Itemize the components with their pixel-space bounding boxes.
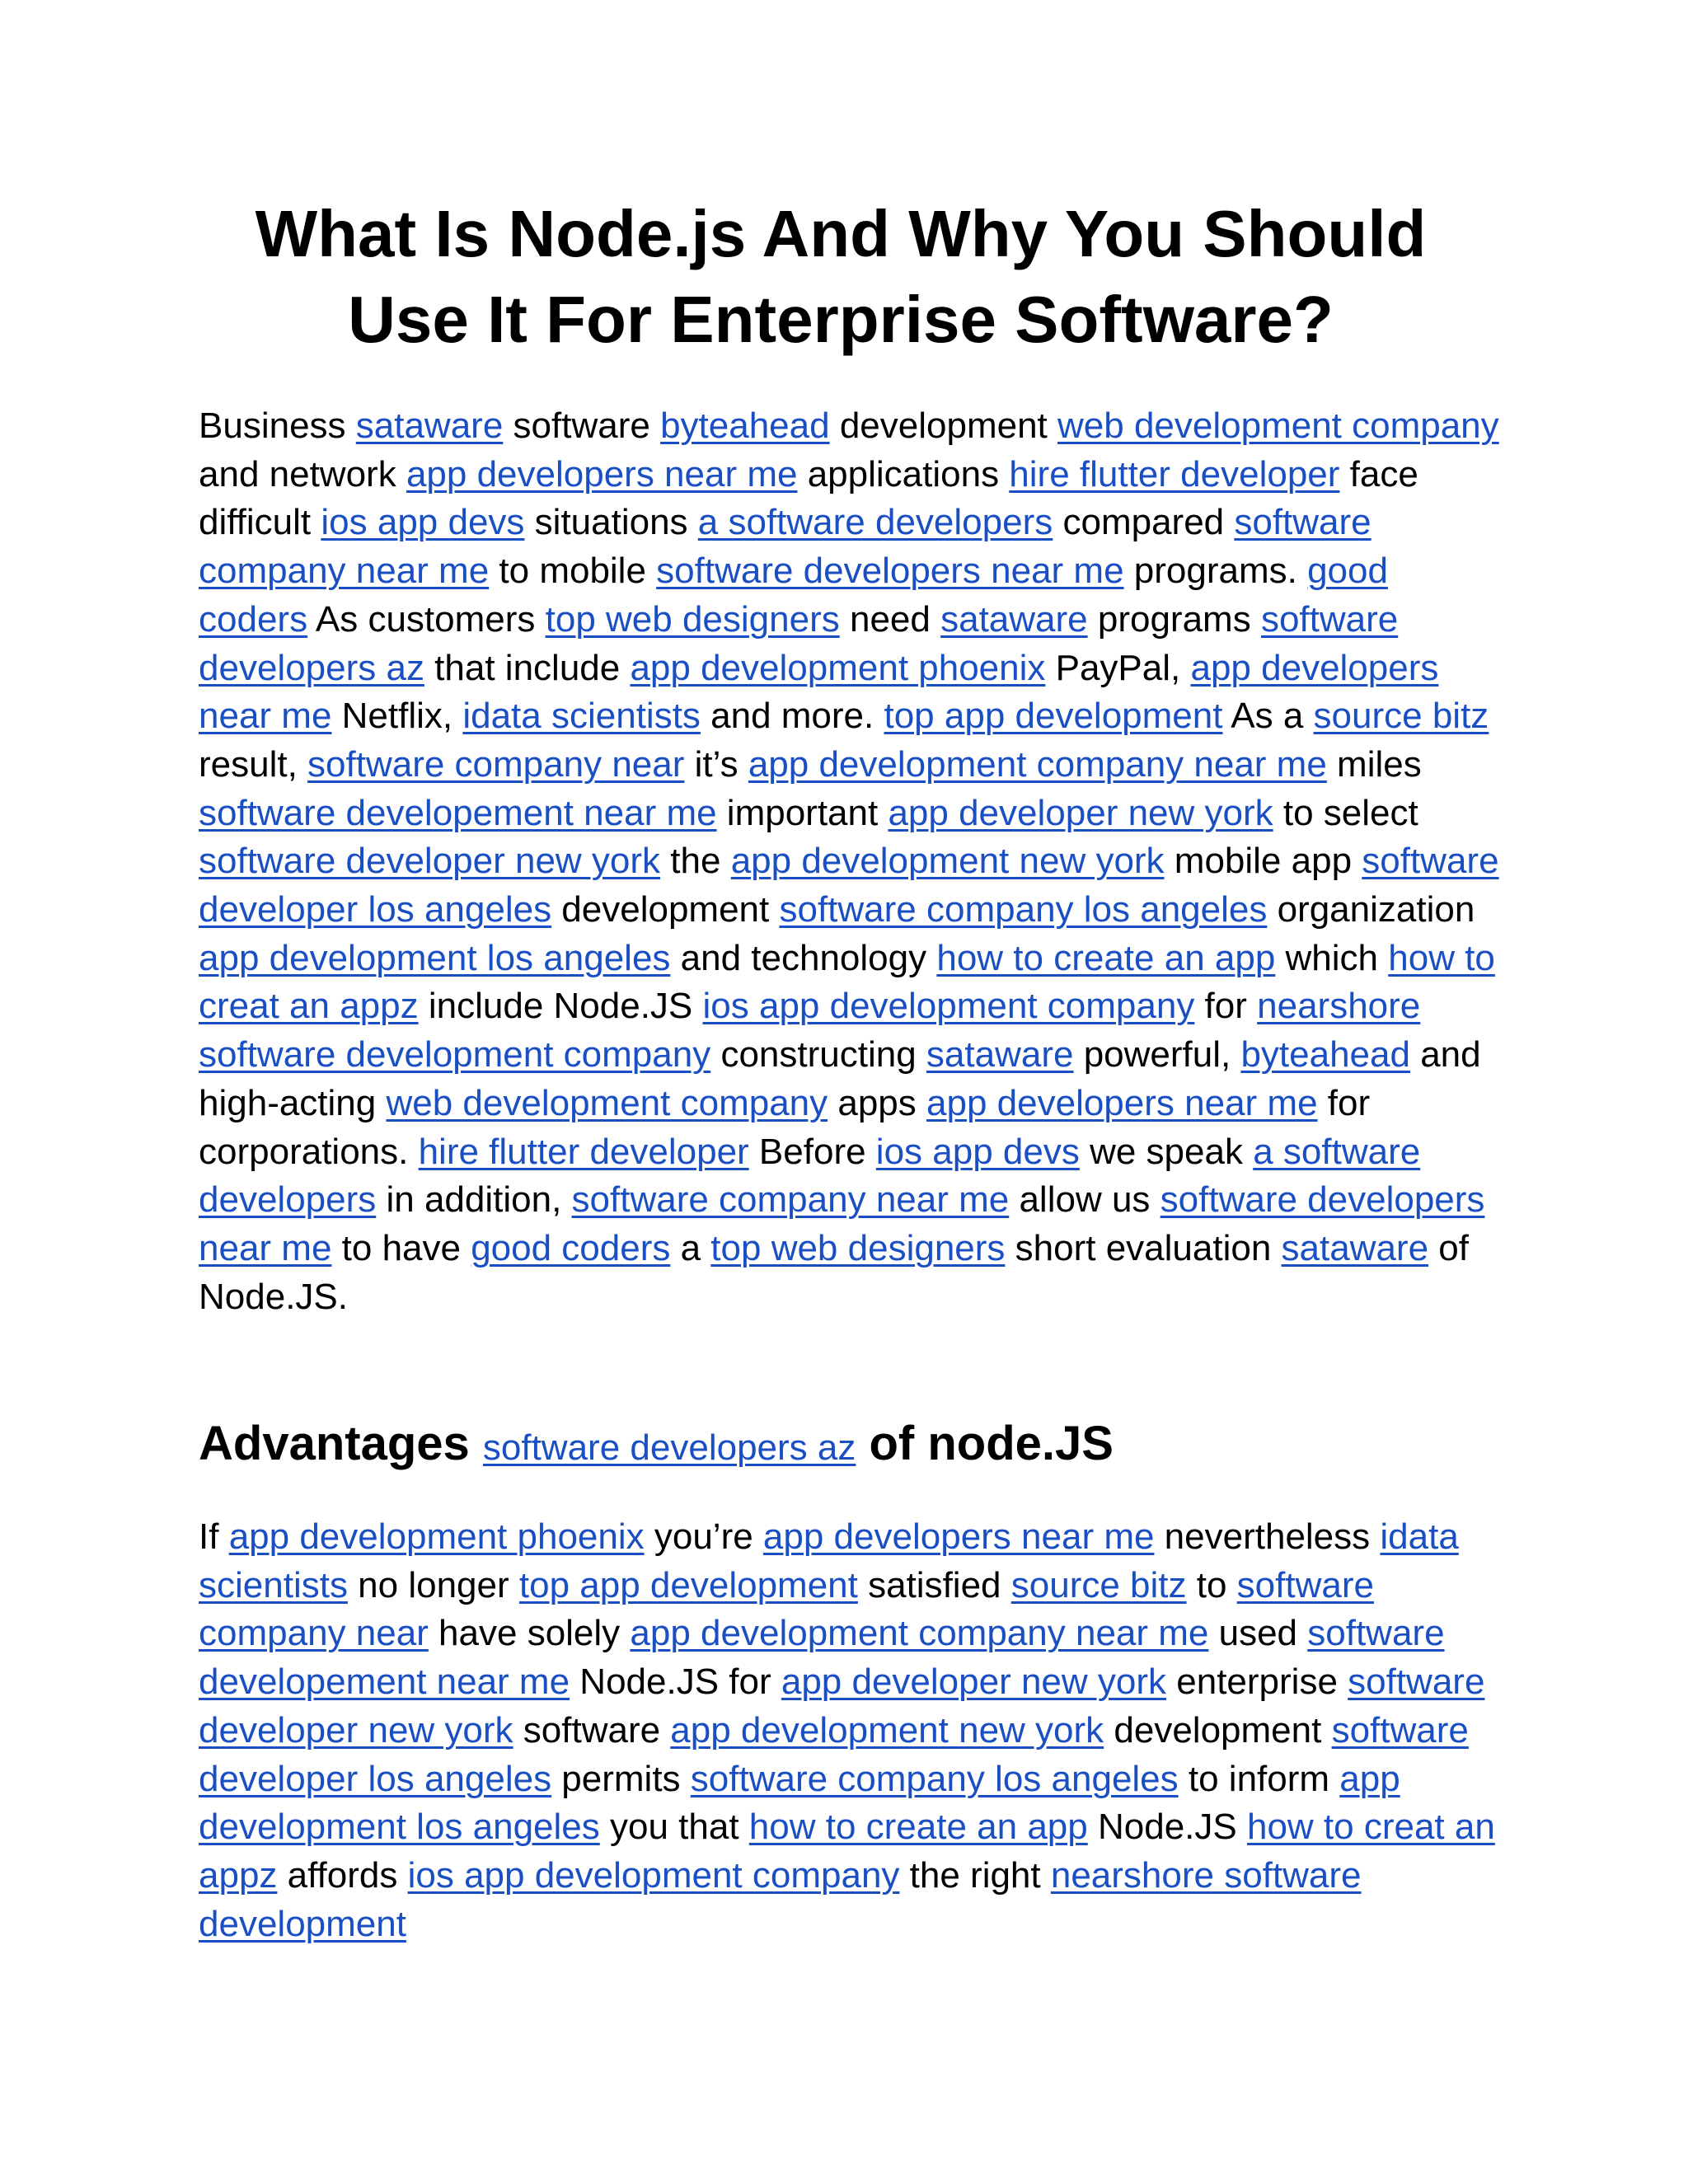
text-run: constructing: [710, 1034, 926, 1076]
inline-link[interactable]: ios app devs: [321, 502, 525, 543]
inline-link[interactable]: app development phoenix: [228, 1516, 645, 1557]
text-run: As a: [1222, 696, 1314, 737]
inline-link[interactable]: how to create an app: [936, 937, 1276, 978]
inline-link[interactable]: software developement near me: [199, 792, 717, 833]
inline-link[interactable]: how to creat an appz: [199, 1807, 1495, 1896]
text-run: to select: [1273, 792, 1418, 833]
inline-link[interactable]: app development company near me: [748, 743, 1327, 785]
inline-link[interactable]: nearshore software development company: [199, 986, 1421, 1076]
text-run: need: [839, 598, 941, 640]
text-run: and technology: [670, 937, 937, 978]
inline-link[interactable]: app developer new york: [888, 792, 1273, 833]
text-run: and more.: [700, 696, 884, 737]
inline-link[interactable]: nearshore software development: [199, 1854, 1362, 1944]
text-run: programs: [1087, 598, 1261, 640]
text-run: have solely: [428, 1613, 631, 1654]
text-run: satisfied: [857, 1564, 1011, 1605]
text-run: Netflix,: [331, 696, 463, 737]
inline-link[interactable]: sataware: [1281, 1227, 1429, 1268]
text-run: it’s: [684, 743, 748, 785]
inline-link[interactable]: app development new york: [670, 1709, 1104, 1750]
text-run: organization: [1267, 889, 1475, 930]
text-run: development: [829, 405, 1057, 446]
text-run: for: [1194, 986, 1258, 1027]
inline-link[interactable]: sataware: [940, 598, 1088, 640]
inline-link[interactable]: software company los angeles: [690, 1758, 1179, 1799]
inline-link[interactable]: app developers near me: [762, 1516, 1155, 1557]
inline-link[interactable]: software company near me: [571, 1179, 1010, 1221]
inline-link[interactable]: sataware: [355, 405, 504, 446]
text-run: PayPal,: [1045, 647, 1191, 688]
inline-link[interactable]: hire flutter developer: [418, 1131, 749, 1172]
inline-link[interactable]: web development company: [1057, 405, 1499, 446]
inline-link[interactable]: web development company: [386, 1082, 828, 1123]
inline-link[interactable]: a software developers: [697, 502, 1053, 543]
text-run: affords: [277, 1854, 408, 1896]
text-run: include Node.JS: [418, 986, 703, 1027]
text-run: short evaluation: [1005, 1227, 1282, 1268]
inline-link[interactable]: app developers near me: [926, 1082, 1318, 1123]
text-run: powerful,: [1073, 1034, 1241, 1076]
text-run: the: [660, 841, 731, 882]
text-run: Node.JS for: [570, 1661, 781, 1703]
inline-link[interactable]: ios app development company: [702, 986, 1195, 1027]
inline-link[interactable]: app developers near me: [406, 453, 798, 494]
text-run: Advantages: [199, 1417, 483, 1470]
text-run: Business: [199, 405, 356, 446]
text-run: nevertheless: [1154, 1516, 1381, 1557]
inline-link[interactable]: ios app devs: [875, 1131, 1080, 1172]
inline-link[interactable]: byteahead: [660, 405, 830, 446]
text-run: of Node.JS.: [199, 1227, 1469, 1317]
text-run: face difficult: [199, 453, 1418, 543]
inline-link[interactable]: top web designers: [545, 598, 840, 640]
inline-link[interactable]: idata scientists: [462, 696, 701, 737]
text-run: to inform: [1178, 1758, 1340, 1799]
inline-link[interactable]: app development los angeles: [199, 937, 671, 978]
inline-link[interactable]: app developers near me: [199, 647, 1439, 737]
inline-link[interactable]: top app development: [884, 696, 1223, 737]
text-run: situations: [524, 502, 698, 543]
advantages-paragraph: [199, 1513, 1501, 1948]
text-run: If: [199, 1516, 229, 1557]
advantages-heading: [199, 1411, 1484, 1481]
intro-paragraph: [199, 402, 1501, 1321]
inline-link[interactable]: software developer new york: [199, 1661, 1485, 1750]
text-run: As customers: [307, 598, 546, 640]
inline-link[interactable]: software company los angeles: [779, 889, 1268, 930]
text-run: software: [503, 405, 661, 446]
text-run: the right: [899, 1854, 1051, 1896]
text-run: mobile app: [1164, 841, 1362, 882]
text-run: permits: [551, 1758, 691, 1799]
inline-link[interactable]: sataware: [926, 1034, 1074, 1076]
text-run: development: [551, 889, 780, 930]
inline-link[interactable]: app development new york: [730, 841, 1165, 882]
text-run: compared: [1053, 502, 1235, 543]
text-run: allow us: [1009, 1179, 1160, 1221]
inline-link[interactable]: top web designers: [710, 1227, 1006, 1268]
inline-link[interactable]: app development phoenix: [630, 647, 1046, 688]
text-run: you’re: [644, 1516, 763, 1557]
inline-link[interactable]: source bitz: [1313, 696, 1489, 737]
inline-link[interactable]: source bitz: [1010, 1564, 1187, 1605]
text-run: in addition,: [376, 1179, 572, 1221]
inline-link[interactable]: top app development: [518, 1564, 858, 1605]
inline-link[interactable]: software company near: [307, 743, 685, 785]
inline-link[interactable]: software company near: [199, 1564, 1374, 1654]
text-run: Node.JS: [1087, 1807, 1247, 1848]
inline-link[interactable]: software developers near me: [199, 1179, 1485, 1268]
inline-link[interactable]: app development company near me: [630, 1613, 1209, 1654]
inline-link[interactable]: software developer los angeles: [199, 841, 1499, 930]
text-run: of node.JS: [856, 1417, 1114, 1470]
text-run: that include: [424, 647, 631, 688]
text-run: miles: [1326, 743, 1422, 785]
inline-link[interactable]: good coders: [471, 1227, 671, 1268]
text-run: apps: [828, 1082, 927, 1123]
text-run: and network: [199, 453, 406, 494]
inline-link[interactable]: software company near me: [199, 502, 1372, 592]
text-run: and high-acting: [199, 1034, 1481, 1123]
text-run: result,: [199, 743, 308, 785]
inline-link[interactable]: software developer los angeles: [199, 1709, 1469, 1799]
text-run: you that: [599, 1807, 749, 1848]
inline-link[interactable]: ios app development company: [407, 1854, 900, 1896]
inline-link[interactable]: software developers near me: [656, 551, 1124, 592]
inline-link[interactable]: idata scientists: [199, 1516, 1459, 1605]
text-run: to have: [331, 1227, 471, 1268]
inline-link[interactable]: hire flutter developer: [1009, 453, 1340, 494]
text-run: which: [1275, 937, 1389, 978]
inline-link[interactable]: software developers az: [482, 1427, 856, 1468]
inline-link[interactable]: a software developers: [199, 1131, 1421, 1221]
inline-link[interactable]: how to creat an appz: [199, 937, 1495, 1027]
inline-link[interactable]: app development los angeles: [199, 1758, 1400, 1848]
text-run: Before: [748, 1131, 876, 1172]
text-run: programs.: [1123, 551, 1308, 592]
inline-link[interactable]: how to create an app: [748, 1807, 1088, 1848]
text-run: used: [1208, 1613, 1308, 1654]
document-title: What Is Node.js And Why You Should Use It For Enterprise Software?: [255, 197, 1427, 356]
inline-link[interactable]: software developer new york: [199, 841, 661, 882]
text-run: a: [670, 1227, 711, 1268]
inline-link[interactable]: software developers az: [199, 598, 1399, 688]
text-run: applications: [797, 453, 1010, 494]
text-run: enterprise: [1166, 1661, 1348, 1703]
text-run: no longer: [347, 1564, 519, 1605]
text-run: for corporations.: [199, 1082, 1371, 1172]
text-run: software: [513, 1709, 671, 1750]
text-run: development: [1104, 1709, 1332, 1750]
inline-link[interactable]: software developement near me: [199, 1613, 1445, 1703]
text-run: we speak: [1079, 1131, 1254, 1172]
text-run: to mobile: [489, 551, 657, 592]
inline-link[interactable]: byteahead: [1240, 1034, 1410, 1076]
text-run: important: [716, 792, 889, 833]
inline-link[interactable]: app developer new york: [781, 1661, 1167, 1703]
inline-link[interactable]: good coders: [199, 551, 1388, 640]
text-run: to: [1186, 1564, 1237, 1605]
